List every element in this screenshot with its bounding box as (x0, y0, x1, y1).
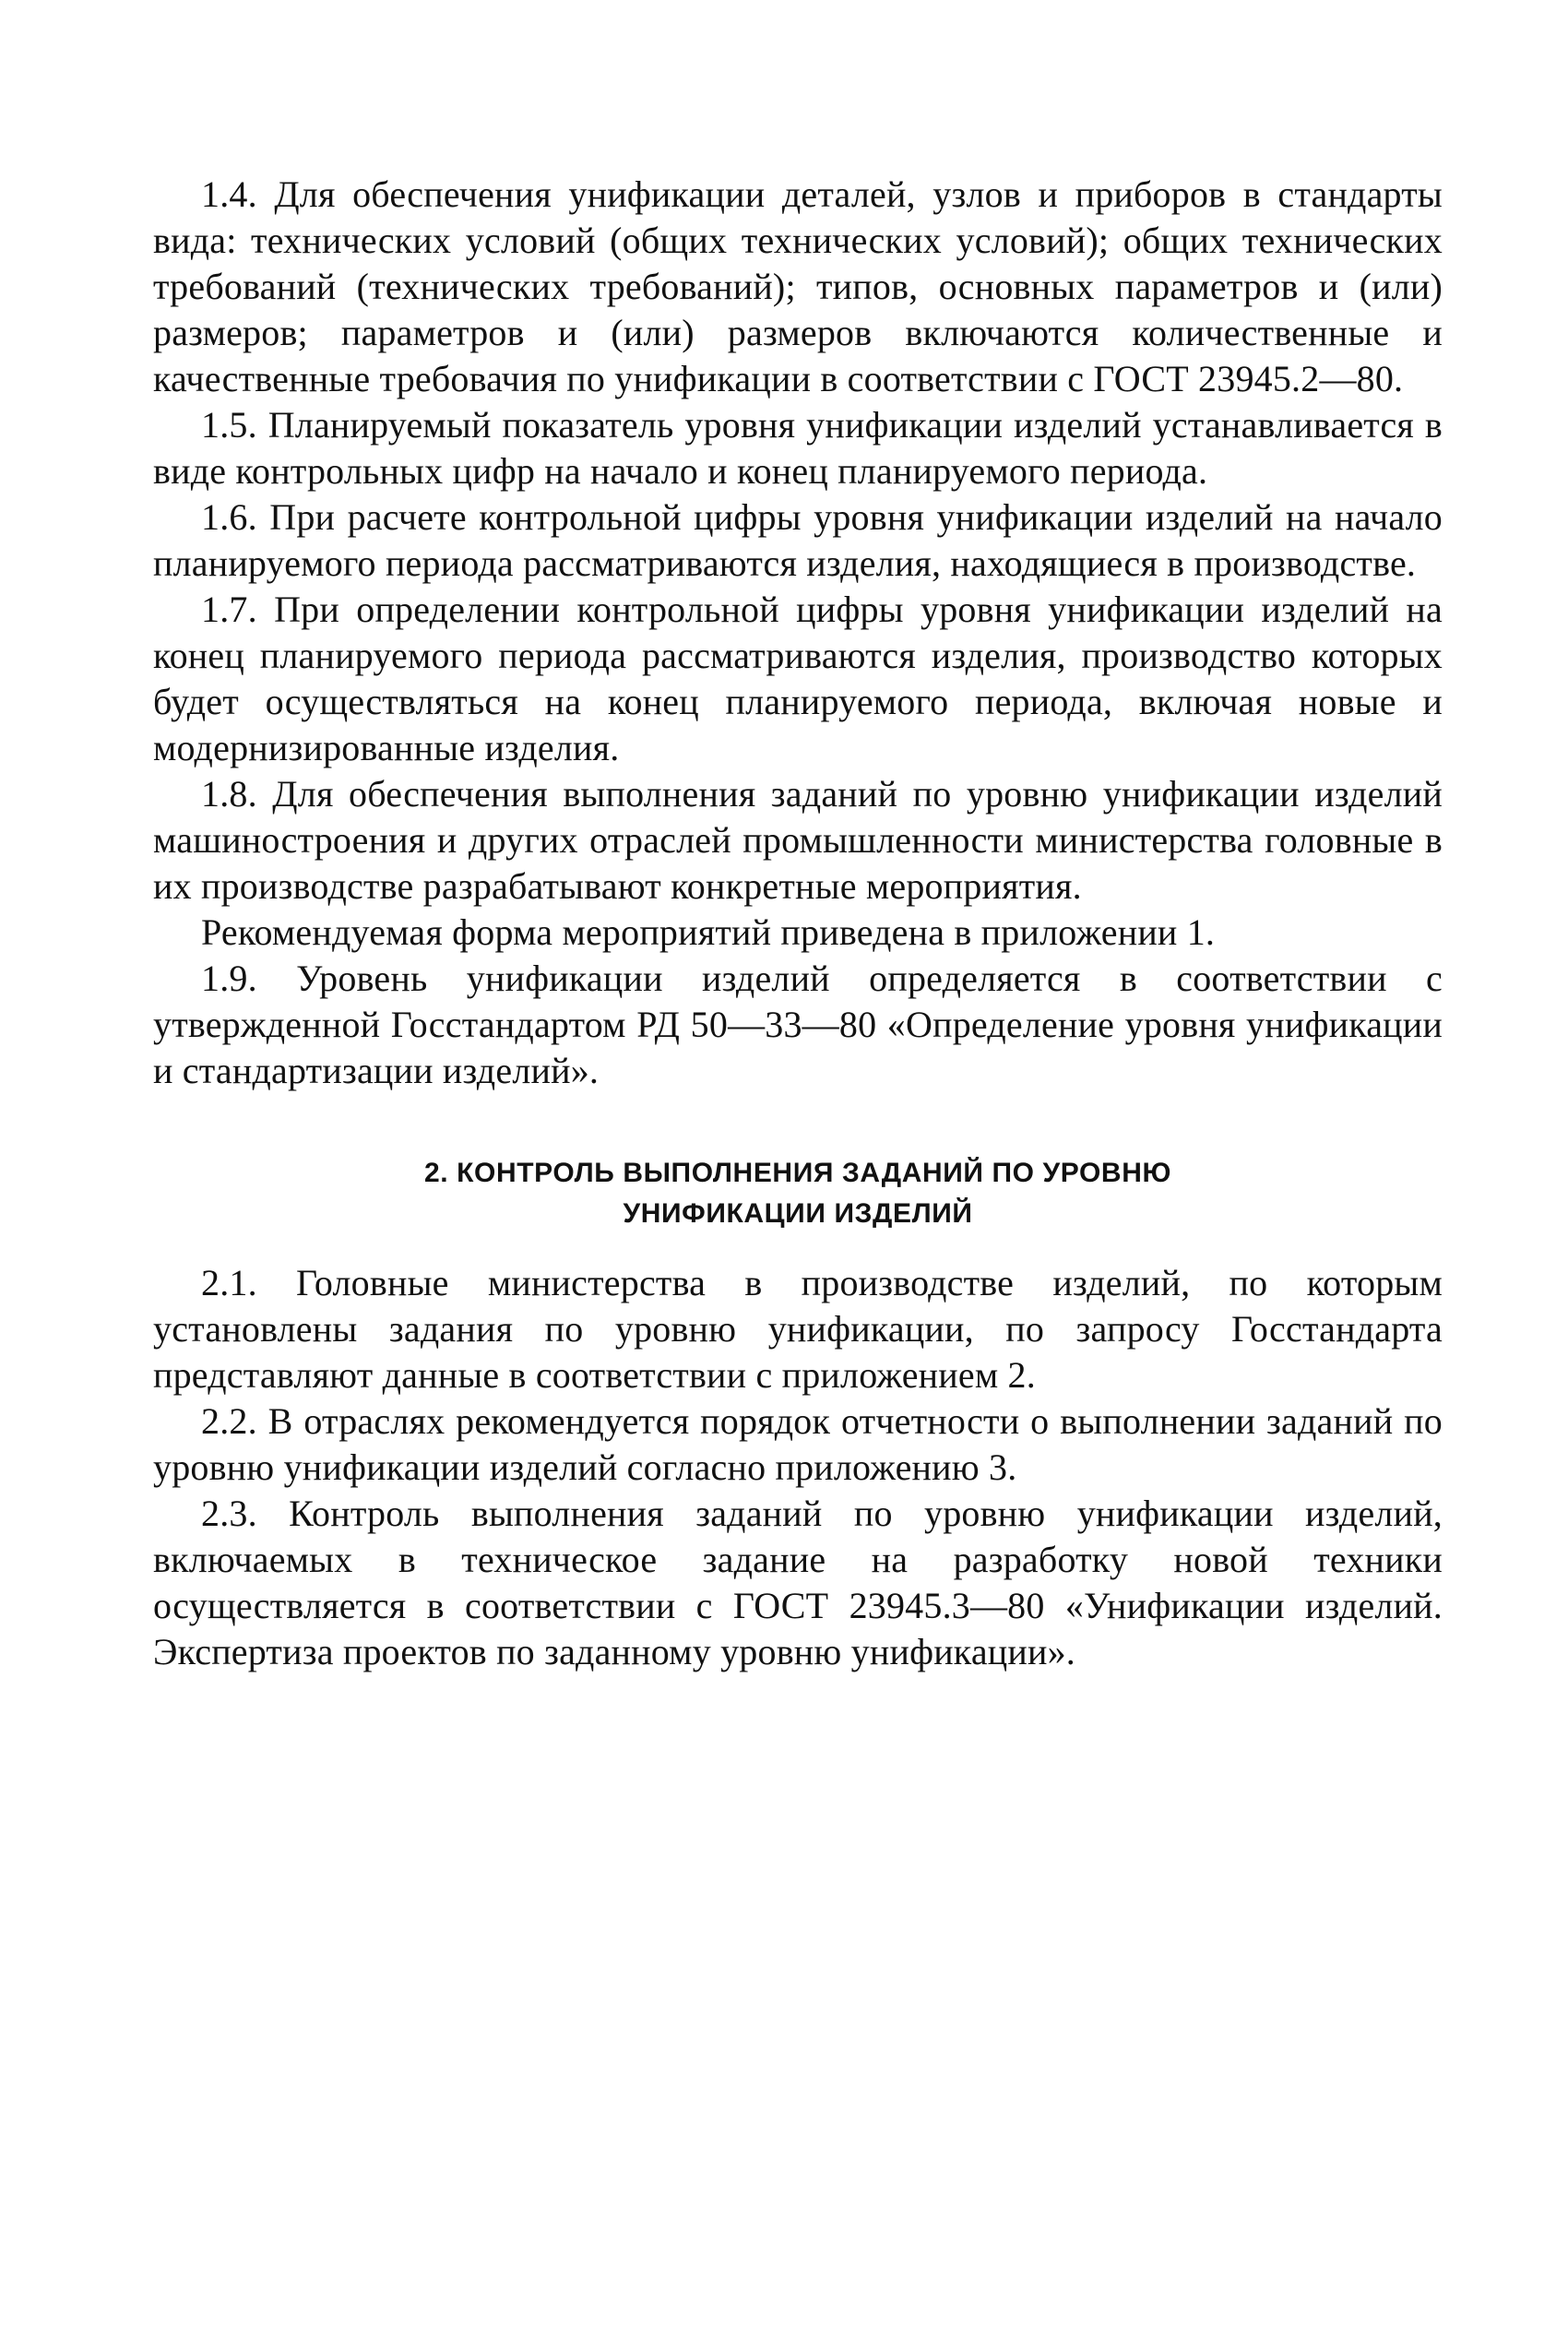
paragraph-1-7: 1.7. При определении контрольной цифры уровня унификации изделий на конец планируемого периода рассматриваются изделия, производство которых будет осуществляться на конец планируемого периода, включая новые и модернизированные изделия. (153, 589, 1443, 768)
paragraph-1-6: 1.6. При расчете контрольной цифры уровня унификации изделий на начало планируемого периода рассматриваются изделия, находящиеся в производстве. (153, 496, 1443, 584)
paragraph-1-9: 1.9. Уровень унификации изделий определяется в соответствии с утвержденной Госстандартом РД 50—33—80 «Определение уровня унификации и стандартизации изделий». (153, 958, 1443, 1091)
section-2-heading-line-1: 2. КОНТРОЛЬ ВЫПОЛНЕНИЯ ЗАДАНИЙ ПО УРОВНЮ (423, 1158, 1172, 1188)
paragraph-recommended-form: Рекомендуемая форма мероприятий приведена в приложении 1. (201, 911, 1216, 953)
text-column (153, 172, 1443, 1675)
paragraph-2-3: 2.3. Контроль выполнения заданий по уровню унификации изделий, включаемых в техническое задание на разработку новой техники осуществляется в соответствии с ГОСТ 23945.3—80 «Унификации изделий. Экспертиза проектов по заданному уровню унификации». (153, 1493, 1443, 1672)
section-2-heading-line-2: УНИФИКАЦИИ ИЗДЕЛИЙ (623, 1198, 973, 1229)
paragraph-1-8: 1.8. Для обеспечения выполнения заданий по уровню унификации изделий машиностроения и других отраслей промышленности министерства головные в их производстве разрабатывают конкретные мероприятия. (153, 773, 1443, 907)
paragraph-1-5: 1.5. Планируемый показатель уровня унификации изделий устанавливается в виде контрольных цифр на начало и конец планируемого периода. (153, 404, 1443, 492)
paragraph-2-1: 2.1. Головные министерства в производстве изделий, по которым установлены задания по уровню унификации, по запросу Госстандарта представляют данные в соответствии с приложением 2. (153, 1262, 1443, 1396)
section-2-heading (153, 1153, 1443, 1234)
paragraph-1-4: 1.4. Для обеспечения унификации деталей, узлов и приборов в стандарты вида: технических условий (общих технических условий); общих технических требований (технических требований); типов, основных параметров и (или) размеров; параметров и (или) размеров включаются количественные и качественные требовачия по унификации в соответствии с ГОСТ 23945.2—80. (153, 173, 1443, 399)
paragraph-2-2: 2.2. В отраслях рекомендуется порядок отчетности о выполнении заданий по уровню унификации изделий согласно приложению 3. (153, 1400, 1443, 1488)
